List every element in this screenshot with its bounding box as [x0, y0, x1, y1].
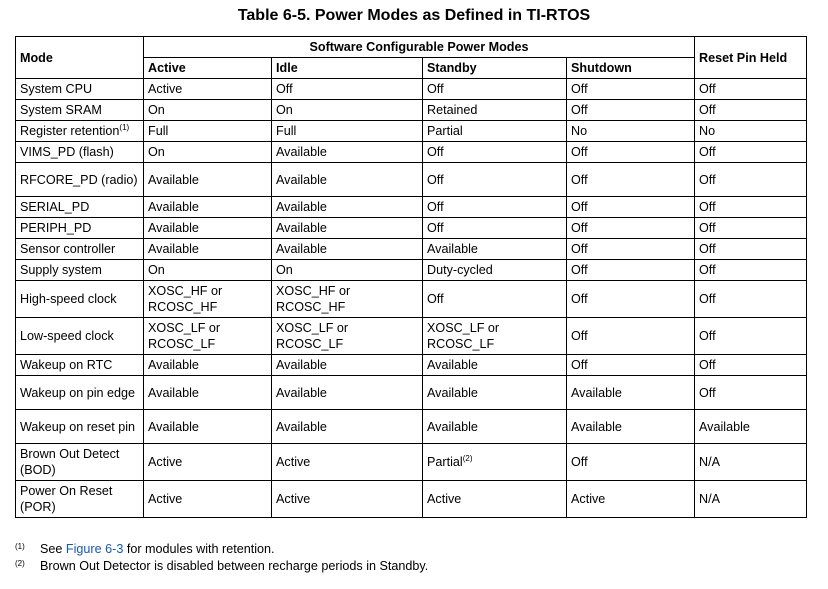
cell-reset: Off	[695, 318, 807, 355]
cell-idle: Active	[272, 444, 423, 481]
table-row	[16, 318, 807, 355]
cell-reset: Off	[695, 355, 807, 376]
cell-standby: Off	[423, 79, 567, 100]
cell-active: On	[144, 142, 272, 163]
cell-idle: Available	[272, 218, 423, 239]
footnote-mark: (2)	[15, 559, 25, 568]
footnotes	[15, 541, 428, 575]
header-row	[16, 37, 807, 58]
cell-idle: Available	[272, 355, 423, 376]
cell-reset: Off	[695, 197, 807, 218]
cell-active: Available	[144, 376, 272, 410]
cell-reset: Off	[695, 142, 807, 163]
footnote-text: Brown Out Detector is disabled between recharge periods in Standby.	[40, 559, 429, 573]
cell-reset: Off	[695, 376, 807, 410]
cell-active: Available	[144, 239, 272, 260]
cell-reset: Available	[695, 410, 807, 444]
table-row	[16, 355, 807, 376]
cell-mode: Sensor controller	[16, 239, 144, 260]
footnote-ref[interactable]: (2)	[462, 453, 473, 463]
table-row	[16, 444, 807, 481]
cell-shutdown: Active	[567, 481, 695, 518]
cell-standby: Available	[423, 410, 567, 444]
cell-active: XOSC_LF or RCOSC_LF	[144, 318, 272, 355]
cell-mode: System SRAM	[16, 100, 144, 121]
cell-reset: N/A	[695, 444, 807, 481]
table-row	[16, 142, 807, 163]
cell-shutdown: Off	[567, 318, 695, 355]
table-row	[16, 260, 807, 281]
cell-reset: No	[695, 121, 807, 142]
header-mode: Mode	[16, 37, 144, 79]
cell-shutdown: Available	[567, 410, 695, 444]
cell-active: Active	[144, 481, 272, 518]
cell-standby: Available	[423, 376, 567, 410]
cell-mode: Brown Out Detect (BOD)	[16, 444, 144, 481]
cell-standby: Off	[423, 281, 567, 318]
cell-mode: Low-speed clock	[16, 318, 144, 355]
table-row	[16, 481, 807, 518]
table-row	[16, 218, 807, 239]
header-reset-pin-held: Reset Pin Held	[695, 37, 807, 79]
cell-shutdown: Off	[567, 100, 695, 121]
cell-mode: Wakeup on RTC	[16, 355, 144, 376]
cell-reset: N/A	[695, 481, 807, 518]
cell-shutdown: Off	[567, 239, 695, 260]
cell-standby: Duty-cycled	[423, 260, 567, 281]
cell-idle: Full	[272, 121, 423, 142]
header-active: Active	[144, 58, 272, 79]
cell-idle: Available	[272, 376, 423, 410]
cell-mode: System CPU	[16, 79, 144, 100]
footnote-mark: (1)	[15, 542, 25, 551]
cell-standby: XOSC_LF or RCOSC_LF	[423, 318, 567, 355]
cell-standby: Off	[423, 163, 567, 197]
cell-mode: Wakeup on reset pin	[16, 410, 144, 444]
table-row	[16, 163, 807, 197]
cell-standby: Active	[423, 481, 567, 518]
cell-active: Available	[144, 218, 272, 239]
cell-mode: High-speed clock	[16, 281, 144, 318]
cell-idle: Active	[272, 481, 423, 518]
table-row	[16, 79, 807, 100]
cell-active: Available	[144, 163, 272, 197]
table-row	[16, 281, 807, 318]
cell-active: Available	[144, 355, 272, 376]
cell-reset: Off	[695, 260, 807, 281]
table-row	[16, 410, 807, 444]
figure-link[interactable]: Figure 6-3	[65, 542, 124, 556]
cell-idle: XOSC_HF or RCOSC_HF	[272, 281, 423, 318]
cell-shutdown: Off	[567, 163, 695, 197]
cell-shutdown: Available	[567, 376, 695, 410]
cell-mode: VIMS_PD (flash)	[16, 142, 144, 163]
power-modes-table	[15, 36, 807, 518]
cell-active: On	[144, 260, 272, 281]
cell-standby: Off	[423, 218, 567, 239]
cell-standby: Retained	[423, 100, 567, 121]
cell-reset: Off	[695, 281, 807, 318]
cell-shutdown: Off	[567, 260, 695, 281]
cell-active: Available	[144, 410, 272, 444]
header-idle: Idle	[272, 58, 423, 79]
table-title: Table 6-5. Power Modes as Defined in TI-RTOS	[237, 7, 591, 24]
cell-standby: Partial$^{(2)}$	[423, 444, 567, 481]
cell-shutdown: Off	[567, 355, 695, 376]
cell-reset: Off	[695, 239, 807, 260]
footnote-2	[15, 558, 428, 575]
cell-mode: Wakeup on pin edge	[16, 376, 144, 410]
cell-active: Available	[144, 197, 272, 218]
header-software-configurable: Software Configurable Power Modes	[144, 37, 695, 58]
cell-mode: Power On Reset (POR)	[16, 481, 144, 518]
cell-shutdown: Off	[567, 142, 695, 163]
header-standby: Standby	[423, 58, 567, 79]
footnote-ref[interactable]: (1)	[119, 122, 130, 132]
cell-reset: Off	[695, 163, 807, 197]
cell-active: On	[144, 100, 272, 121]
cell-standby: Available	[423, 355, 567, 376]
cell-active: XOSC_HF or RCOSC_HF	[144, 281, 272, 318]
cell-mode: RFCORE_PD (radio)	[16, 163, 144, 197]
cell-idle: Available	[272, 163, 423, 197]
table-row	[16, 100, 807, 121]
cell-active: Active	[144, 444, 272, 481]
cell-idle: On	[272, 100, 423, 121]
cell-idle: Available	[272, 410, 423, 444]
cell-standby: Off	[423, 142, 567, 163]
cell-mode: SERIAL_PD	[16, 197, 144, 218]
cell-shutdown: Off	[567, 218, 695, 239]
cell-mode: Register retention$^{(1)}$	[16, 121, 144, 142]
cell-active: Full	[144, 121, 272, 142]
table-row	[16, 197, 807, 218]
cell-shutdown: No	[567, 121, 695, 142]
header-shutdown: Shutdown	[567, 58, 695, 79]
cell-shutdown: Off	[567, 444, 695, 481]
cell-mode: Supply system	[16, 260, 144, 281]
cell-shutdown: Off	[567, 197, 695, 218]
table-row	[16, 376, 807, 410]
cell-standby: Available	[423, 239, 567, 260]
cell-standby: Partial	[423, 121, 567, 142]
table-row	[16, 239, 807, 260]
cell-standby: Off	[423, 197, 567, 218]
cell-idle: Available	[272, 239, 423, 260]
cell-shutdown: Off	[567, 79, 695, 100]
cell-reset: Off	[695, 79, 807, 100]
cell-idle: Available	[272, 142, 423, 163]
cell-idle: Off	[272, 79, 423, 100]
cell-shutdown: Off	[567, 281, 695, 318]
footnote-text: See Figure 6-3 for modules with retention.	[40, 542, 275, 556]
cell-idle: On	[272, 260, 423, 281]
cell-reset: Off	[695, 100, 807, 121]
cell-active: Active	[144, 79, 272, 100]
cell-idle: Available	[272, 197, 423, 218]
cell-reset: Off	[695, 218, 807, 239]
table-row	[16, 121, 807, 142]
cell-mode: PERIPH_PD	[16, 218, 144, 239]
cell-idle: XOSC_LF or RCOSC_LF	[272, 318, 423, 355]
footnote-1	[15, 541, 428, 558]
